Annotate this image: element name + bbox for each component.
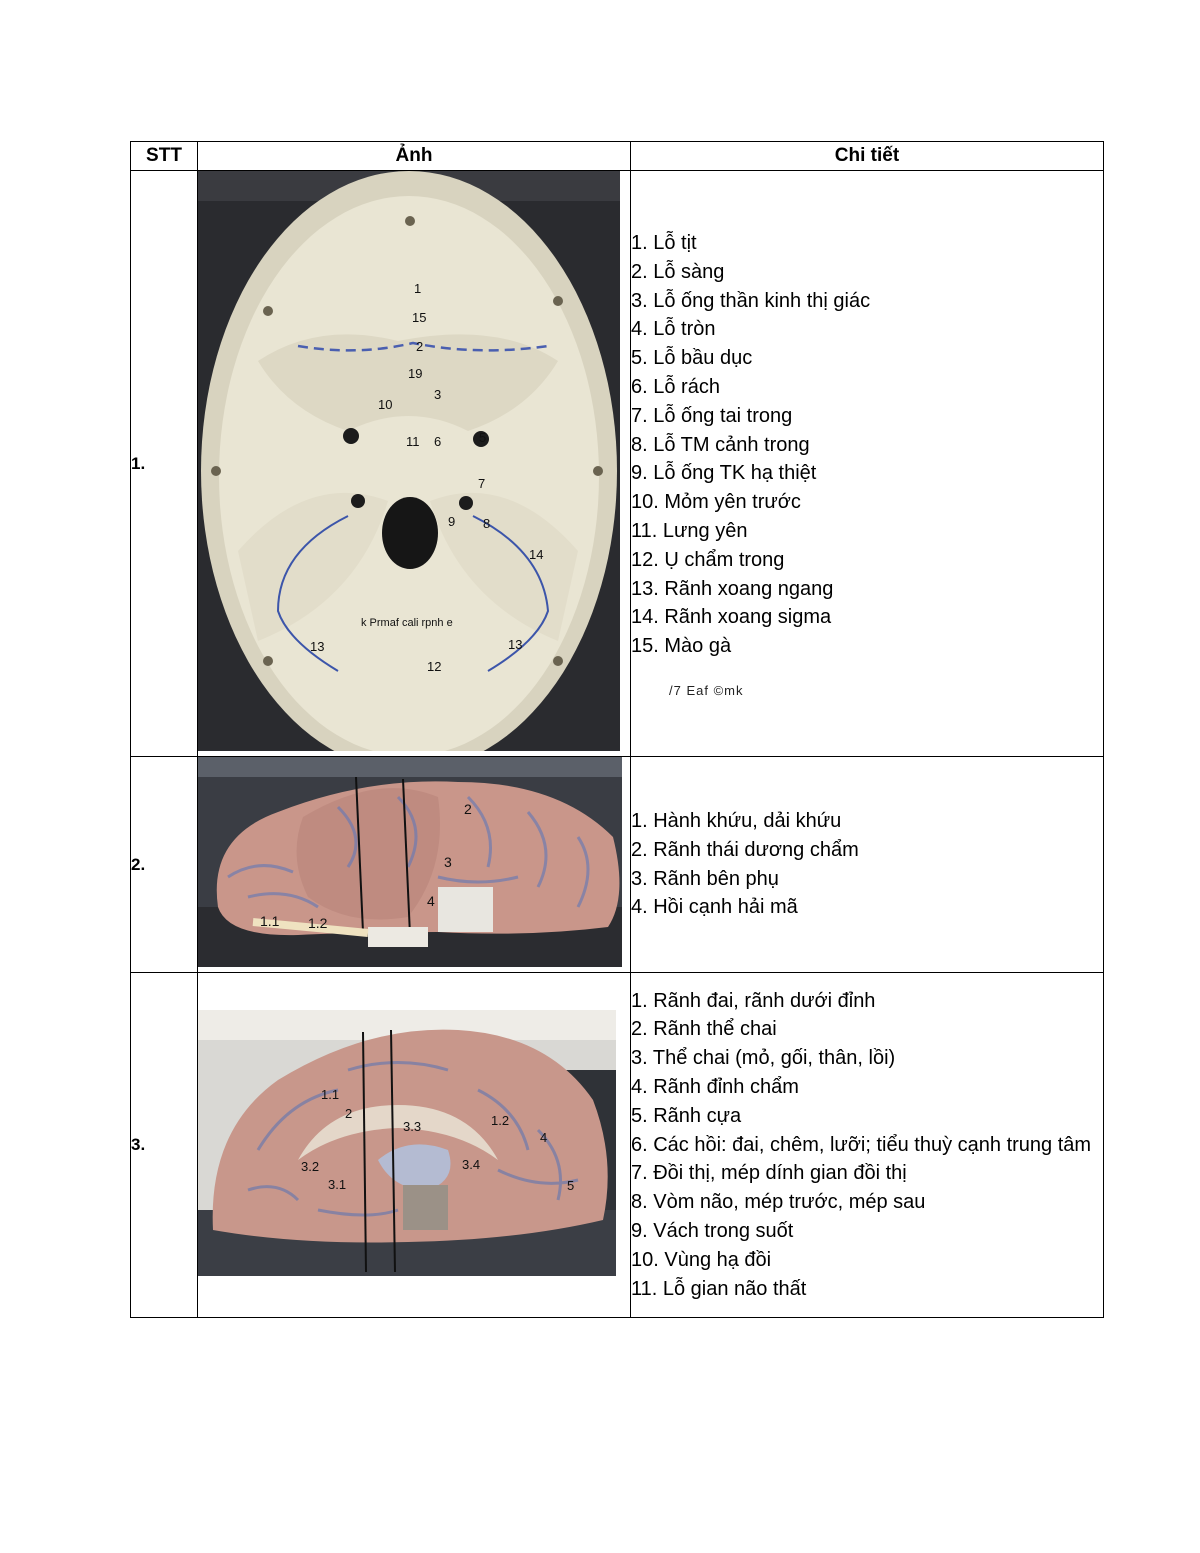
skull-label: 5 bbox=[479, 430, 487, 445]
list-item: 6. Lỗ rách bbox=[631, 376, 720, 398]
skull-label: 6 bbox=[434, 434, 442, 449]
list-item: 13. Rãnh xoang ngang bbox=[631, 577, 834, 600]
skull-label: 1 bbox=[414, 281, 422, 296]
skull-label: 19 bbox=[408, 366, 423, 381]
list-item: 15. Mào gà bbox=[631, 635, 732, 658]
brain-label: 1.2 bbox=[308, 915, 328, 931]
list-item: 14. Rãnh xoang sigma bbox=[631, 606, 832, 629]
skull-label: 7 bbox=[478, 476, 486, 491]
anatomy-table bbox=[130, 141, 1104, 1318]
list-item: 5. Rãnh cựa bbox=[631, 1104, 742, 1127]
list-item: 10. Vùng hạ đồi bbox=[631, 1248, 772, 1271]
detail-list bbox=[631, 229, 1103, 661]
list-item: 1. Lỗ tịt bbox=[631, 232, 697, 255]
brain-label: 4 bbox=[540, 1129, 548, 1145]
skull-label: 13 bbox=[310, 639, 325, 654]
skull-label: 10 bbox=[378, 397, 393, 412]
row-number: 2. bbox=[131, 757, 198, 973]
skull-caption: k Prmaf cali rpnh e bbox=[361, 617, 453, 629]
list-item: 3. Lỗ ống thần kinh thị giác bbox=[631, 289, 871, 312]
list-item: 2. Rãnh thể chai bbox=[631, 1018, 777, 1041]
skull-label: 15 bbox=[412, 310, 427, 325]
brain-label: 3.1 bbox=[328, 1176, 347, 1192]
brain-label: 1.1 bbox=[321, 1086, 340, 1102]
table-row bbox=[131, 757, 1104, 973]
brain-label: 2 bbox=[345, 1105, 353, 1121]
skull-label: 13 bbox=[508, 637, 523, 652]
list-item: 2. Rãnh thái dương chẩm bbox=[631, 838, 859, 861]
skull-label: 12 bbox=[427, 659, 442, 674]
list-item: 10. Mỏm yên trước bbox=[631, 491, 801, 514]
header-details: Chi tiết bbox=[631, 142, 1104, 171]
list-item: 11. Lưng yên bbox=[631, 519, 748, 542]
brain-label: 1.1 bbox=[260, 913, 280, 929]
skull-label: 8 bbox=[483, 516, 491, 531]
skull-label: 14 bbox=[529, 547, 544, 562]
list-item: 6. Các hồi: đai, chêm, lưỡi; tiểu thuỳ cạnh trung tâm bbox=[631, 1133, 1092, 1156]
list-item: 1. Rãnh đai, rãnh dưới đỉnh bbox=[631, 989, 876, 1012]
list-item: 9. Vách trong suốt bbox=[631, 1219, 794, 1242]
row-number: 1. bbox=[131, 171, 198, 757]
list-item: 8. Vòm não, mép trước, mép sau bbox=[631, 1191, 926, 1214]
brain-medial-image bbox=[198, 1010, 616, 1276]
header-image: Ảnh bbox=[198, 142, 631, 171]
brain-label: 1.2 bbox=[491, 1112, 510, 1128]
brain-inferior-image bbox=[198, 757, 622, 967]
brain-label: 3 bbox=[444, 854, 452, 870]
list-item: 9. Lỗ ống TK hạ thiệt bbox=[631, 462, 817, 485]
list-item: 8. Lỗ TM cảnh trong bbox=[631, 433, 810, 456]
skull-label: 9 bbox=[448, 514, 456, 529]
signature-text: /7 Eaf ©mk bbox=[669, 682, 744, 698]
brain-label: 5 bbox=[567, 1177, 575, 1193]
brain-label: 3.4 bbox=[462, 1156, 481, 1172]
skull-label: 3 bbox=[434, 387, 442, 402]
list-item: 3. Thể chai (mỏ, gối, thân, lồi) bbox=[631, 1047, 896, 1070]
list-item: 12. Ụ chẩm trong bbox=[631, 548, 785, 571]
skull-label: 2 bbox=[416, 339, 424, 354]
row-number: 3. bbox=[131, 973, 198, 1318]
list-item: 7. Đồi thị, mép dính gian đồi thị bbox=[631, 1162, 907, 1185]
brain-label: 3.2 bbox=[301, 1158, 320, 1174]
list-item: 4. Lỗ tròn bbox=[631, 318, 716, 341]
detail-list bbox=[631, 807, 1103, 922]
list-item: 4. Hồi cạnh hải mã bbox=[631, 896, 798, 919]
brain-label: 3.3 bbox=[403, 1118, 422, 1134]
skull-label: 11 bbox=[406, 434, 420, 449]
list-item: 1. Hành khứu, dải khứu bbox=[631, 809, 842, 832]
list-item: 4. Rãnh đỉnh chẩm bbox=[631, 1076, 799, 1098]
list-item: 2. Lỗ sàng bbox=[631, 260, 725, 283]
detail-list bbox=[631, 987, 1103, 1304]
table-row bbox=[131, 171, 1104, 757]
header-row bbox=[131, 142, 1104, 171]
brain-label: 4 bbox=[427, 893, 435, 909]
list-item: 11. Lỗ gian não thất bbox=[631, 1277, 807, 1300]
table-row bbox=[131, 973, 1104, 1318]
skull-base-image bbox=[198, 171, 620, 751]
header-stt: STT bbox=[131, 142, 198, 171]
list-item: 3. Rãnh bên phụ bbox=[631, 867, 779, 890]
list-item: 7. Lỗ ống tai trong bbox=[631, 404, 793, 427]
list-item: 5. Lỗ bầu dục bbox=[631, 347, 753, 370]
brain-label: 2 bbox=[464, 801, 472, 817]
